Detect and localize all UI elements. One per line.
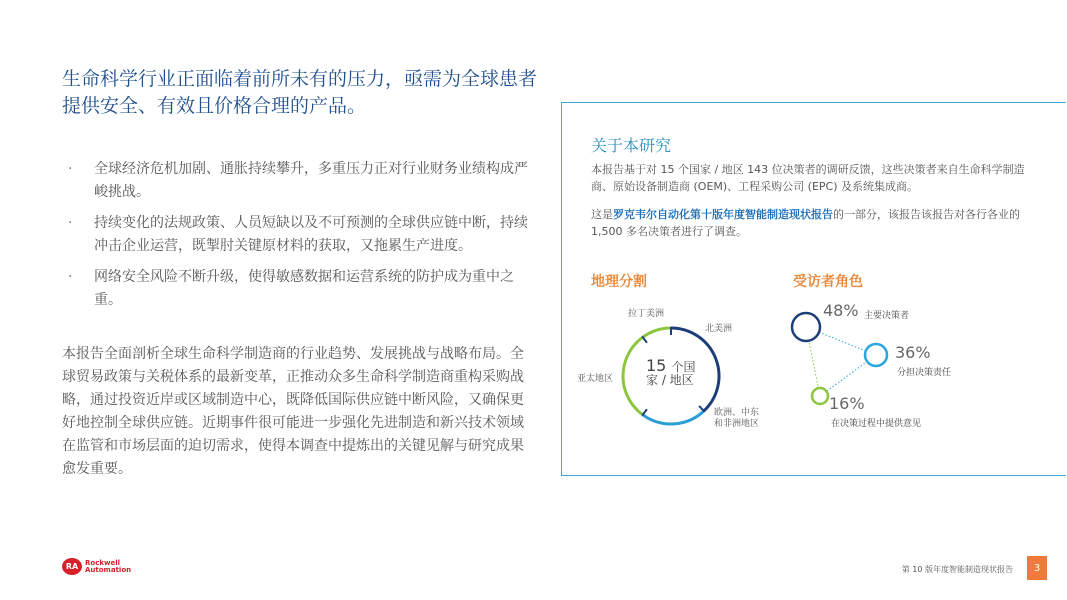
logo-line2: Automation <box>85 565 132 574</box>
about-text-2 <box>591 206 1041 240</box>
role-section-title: 受访者角色 <box>793 274 863 290</box>
geo-center-line2: 家 / 地区 <box>646 373 694 387</box>
bullet-text: 持续变化的法规政策、人员短缺以及不可预测的全球供应链中断，持续冲击企业运营，既掣肘关键原材料的获取，又拖累生产进度。 <box>94 215 528 254</box>
role-pct-shared: 36% <box>895 343 931 362</box>
report-link[interactable]: 罗克韦尔自动化第十版年度智能制造现状报告 <box>613 208 833 221</box>
geo-label-apac: 亚太地区 <box>577 374 614 384</box>
geo-label-na: 北美洲 <box>705 324 733 334</box>
role-desc-shared: 分担决策责任 <box>897 368 952 378</box>
role-pct-primary: 48% <box>823 301 859 320</box>
bullet-text: 全球经济危机加剧、通胀持续攀升，多重压力正对行业财务业绩构成严峻挑战。 <box>94 161 528 200</box>
bullet-marker: · <box>68 269 73 285</box>
bullet-text: 网络安全风险不断升级，使得敏感数据和运营系统的防护成为重中之重。 <box>94 269 514 308</box>
bullet-list <box>66 158 528 320</box>
role-desc-input: 在决策过程中提供意见 <box>831 419 922 429</box>
role-circle-shared <box>865 344 887 366</box>
about-text: 本报告基于对 15 个国家 / 地区 143 位决策者的调研反馈，这些决策者来自生命科学制造商、原始设备制造商 (OEM)、工程采购公司 (EPC) 及系统集成商。 <box>591 163 1025 193</box>
panel-title: 关于本研究 <box>591 136 672 155</box>
role-desc-primary: 主要决策者 <box>864 311 910 321</box>
donut-segment <box>623 337 643 415</box>
bullet-item <box>66 266 528 312</box>
about2-suffix: 的一部分，该报告该报告对各行各业的 1,500 多名决策者进行了调查。 <box>591 208 1020 238</box>
about-study-panel <box>561 102 1066 476</box>
geo-section-title: 地理分割 <box>591 274 647 290</box>
footer-report-name: 第 10 版年度智能制造现状报告 <box>901 565 1013 574</box>
role-circle-primary <box>792 313 820 341</box>
geo-center-unit: 个国 <box>671 360 696 374</box>
rockwell-logo <box>62 558 131 575</box>
bullet-marker: · <box>68 161 73 177</box>
bullet-item <box>66 158 528 204</box>
donut-segment <box>643 328 671 337</box>
page-number: 3 <box>1027 556 1047 580</box>
geo-center-number: 15 <box>646 356 667 375</box>
geo-label-emea-1: 欧洲、中东 <box>714 408 760 418</box>
headline: 生命科学行业正面临着前所未有的压力，亟需为全球患者提供安全、有效且价格合理的产品。 <box>62 68 538 117</box>
role-pct-input: 16% <box>829 394 865 413</box>
bullet-marker: · <box>68 215 73 231</box>
donut-segment <box>643 411 704 424</box>
role-circle-input <box>812 388 828 404</box>
logo-line1: Rockwell <box>85 558 121 567</box>
geo-label-latam: 拉丁美洲 <box>628 309 665 319</box>
logo-text <box>85 560 131 574</box>
geo-label-emea-2: 和非洲地区 <box>714 419 760 429</box>
logo-mark: RA <box>62 558 82 575</box>
intro-paragraph: 本报告全面剖析全球生命科学制造商的行业趋势、发展挑战与战略布局。全球贸易政策与关税体系的最新变革，正推动众多生命科学制造商重构采购战略，通过投资近岸或区域制造中心，既降低国际供应链中断风险，又确保更好地控制全球供应链。近期事件很可能进一步强化先进制造和新兴技术领域在监管和市场层面的迫切需求，使得本调查中提炼出的关键见解与研究成果愈发重要。 <box>62 346 524 477</box>
about2-prefix: 这是 <box>591 208 613 221</box>
bullet-item <box>66 212 528 258</box>
